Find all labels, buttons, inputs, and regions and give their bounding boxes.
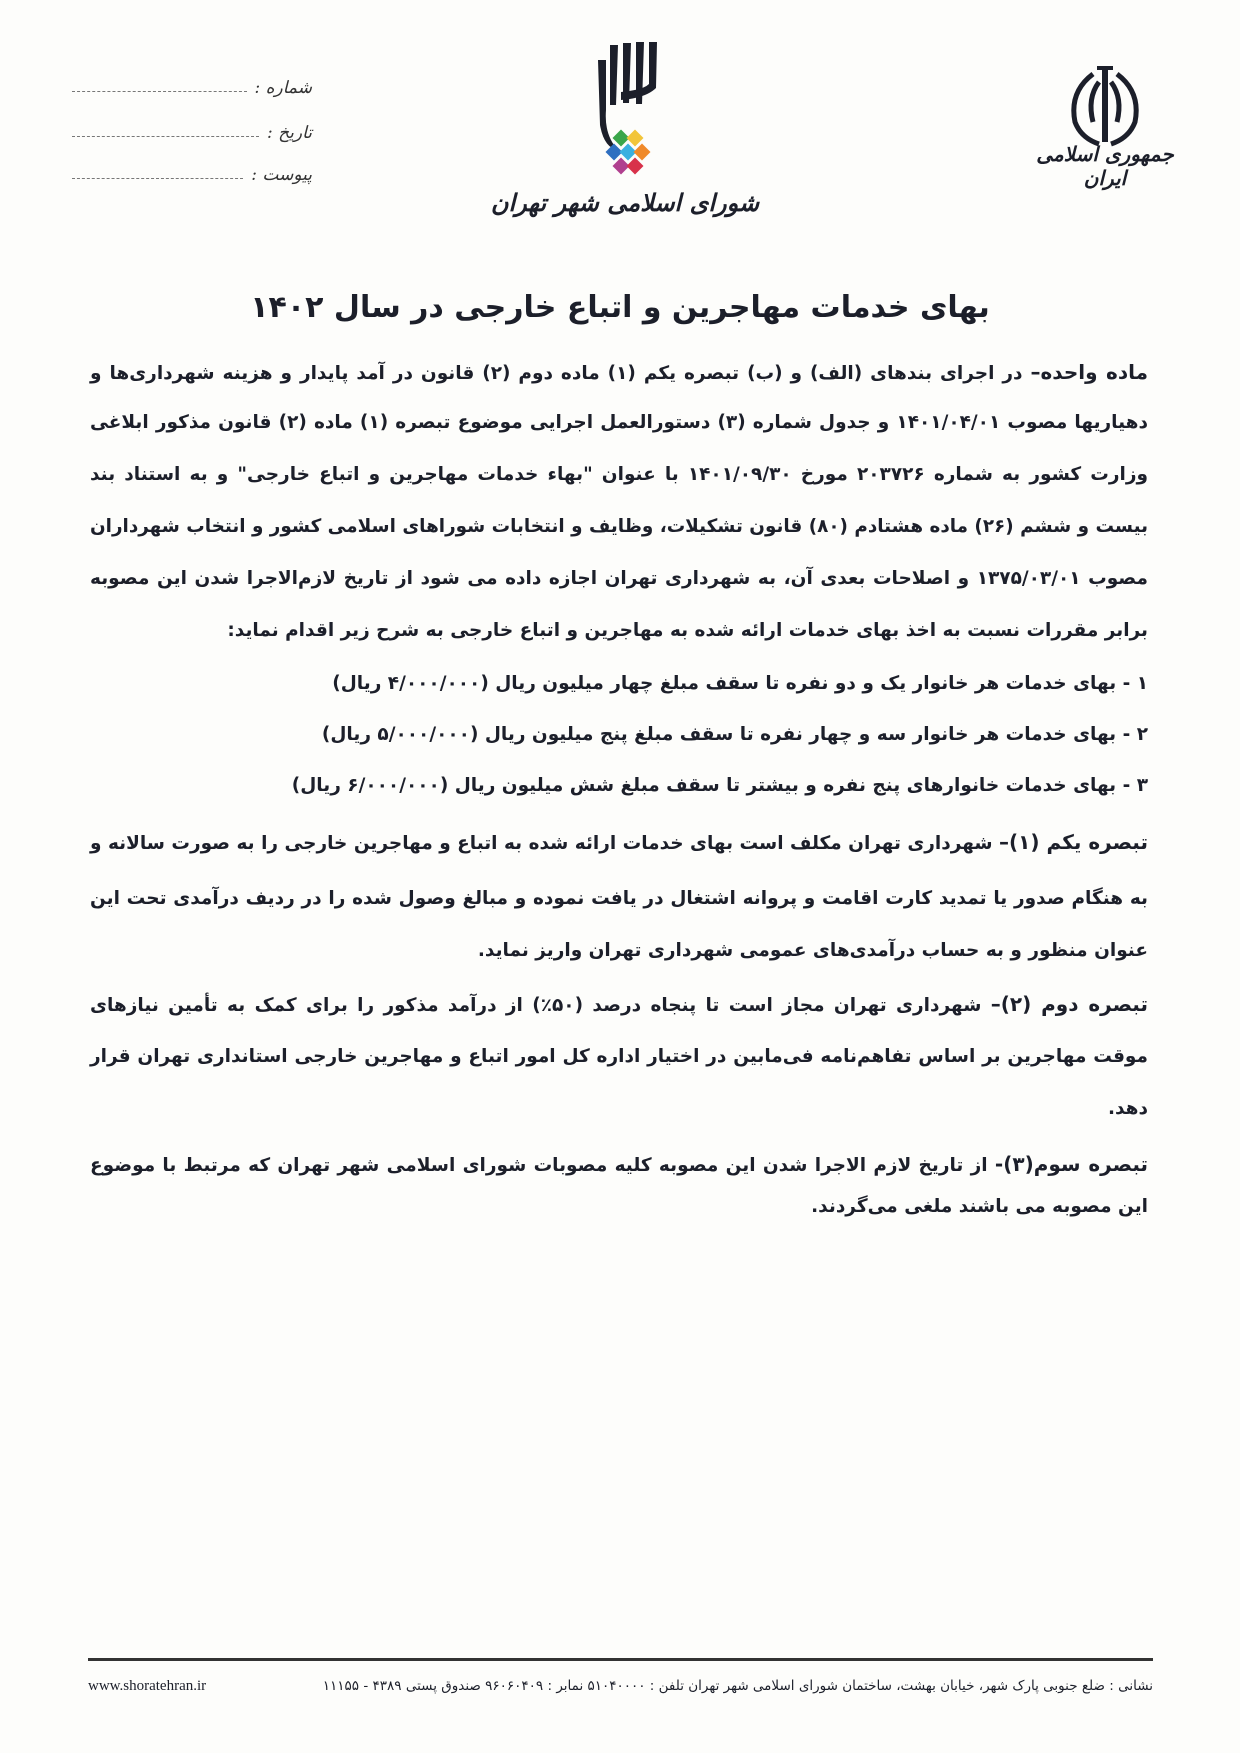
main-line: بیست و ششم (۲۶) ماده هشتادم (۸۰) قانون تشکیلات، وظایف و انتخابات شوراهای اسلامی کشور و انتخاب شهرداران [90,516,1148,537]
footer-divider [88,1658,1153,1661]
list-item: ۱ - بهای خدمات هر خانوار یک و دو نفره تا سقف مبلغ چهار میلیون ریال (۴/۰۰۰/۰۰۰ ریال) [332,673,1148,694]
note1-line: به هنگام صدور یا تمدید کارت اقامت و پروانه اشتغال در یافت نموده و مبالغ وصول شده را در ردیف درآمدی تحت این [90,888,1148,909]
date-field [72,113,312,143]
note2-label: تبصره دوم (۲)– [990,992,1148,1016]
main-line: برابر مقررات نسبت به اخذ بهای خدمات ارائه شده به مهاجرین و اتباع خارجی به شرح زیر اقدام نماید: [227,620,1148,641]
main-line: دهیاریها مصوب ۱۴۰۱/۰۴/۰۱ و جدول شماره (۳) دستورالعمل اجرایی موضوع تبصره (۱) ماده (۲) قانون مذکور ابلاغی [90,412,1148,433]
number-field [72,68,312,98]
emblem-text: جمهوری اسلامی ایران [1036,142,1174,190]
main-label: ماده واحده– [1030,360,1148,384]
list-item: ۲ - بهای خدمات هر خانوار سه و چهار نفره تا سقف مبلغ پنج میلیون ریال (۵/۰۰۰/۰۰۰ ریال) [321,724,1148,745]
date-label: تاریخ : [267,123,312,143]
number-label: شماره : [254,78,312,98]
note3-label: تبصره سوم(۳)- [994,1152,1148,1176]
note1-label: تبصره یکم (۱)– [999,830,1148,854]
note2-line: دهد. [1107,1098,1148,1119]
note1-line: تبصره یکم (۱)– شهرداری تهران مکلف است بهای خدمات ارائه شده به اتباع و مهاجرین خارجی را به صورت سالانه و [90,830,1148,854]
note3-line: این مصوبه می باشند ملغی می‌گردند. [811,1196,1148,1217]
note2-line: تبصره دوم (۲)– شهرداری تهران مجاز است تا پنجاه درصد (۵۰٪) از درآمد مذکور را برای کمک به تأمین نیازهای [90,992,1148,1016]
main-line: ماده واحده– در اجرای بندهای (الف) و (ب) تبصره یکم (۱) ماده دوم (۲) قانون در آمد پایدار و هزینه شهرداری‌ها و [90,360,1148,384]
council-logo-icon [565,40,675,190]
main-line: وزارت کشور به شماره ۲۰۳۷۲۶ مورخ ۱۴۰۱/۰۹/۳۰ با عنوان "بهاء خدمات مهاجرین و اتباع خارجی" و به استناد بند [90,464,1148,485]
footer-website-link[interactable]: www.shoratehran.ir [88,1678,207,1694]
main-line: مصوب ۱۳۷۵/۰۳/۰۱ و اصلاحات بعدی آن، به شهرداری تهران اجازه داده می شود از تاریخ لازم‌الاجرا شدن این مصوبه [90,568,1148,589]
footer [88,1678,1153,1695]
attachment-label: پیوست : [251,165,312,185]
iran-emblem-icon [1063,60,1147,150]
list-item: ۳ - بهای خدمات خانوارهای پنج نفره و بیشتر تا سقف مبلغ شش میلیون ریال (۶/۰۰۰/۰۰۰ ریال) [291,775,1148,796]
council-name: شورای اسلامی شهر تهران [490,188,760,217]
note3-line: تبصره سوم(۳)- از تاریخ لازم الاجرا شدن این مصوبه کلیه مصوبات شورای اسلامی شهر تهران که مرتبط با موضوع [90,1152,1148,1176]
note1-line: عنوان منظور و به حساب درآمدی‌های عمومی شهرداری تهران واریز نماید. [477,940,1148,961]
document-title: بهای خدمات مهاجرین و اتباع خارجی در سال ۱۴۰۲ [250,290,990,325]
footer-address: نشانی : ضلع جنوبی پارک شهر، خیابان بهشت، ساختمان شورای اسلامی شهر تهران تلفن : ۵۱۰۴۰۰۰۰ نمابر : ۹۶۰۶۰۴۰۹ صندوق پستی ۴۳۸۹ - ۱۱۱۵۵ [322,1678,1153,1694]
attachment-field [72,155,312,185]
note2-line: موقت مهاجرین بر اساس تفاهم‌نامه فی‌مابین در اختیار اداره کل امور اتباع و مهاجرین خارجی استانداری تهران قرار [90,1046,1148,1067]
